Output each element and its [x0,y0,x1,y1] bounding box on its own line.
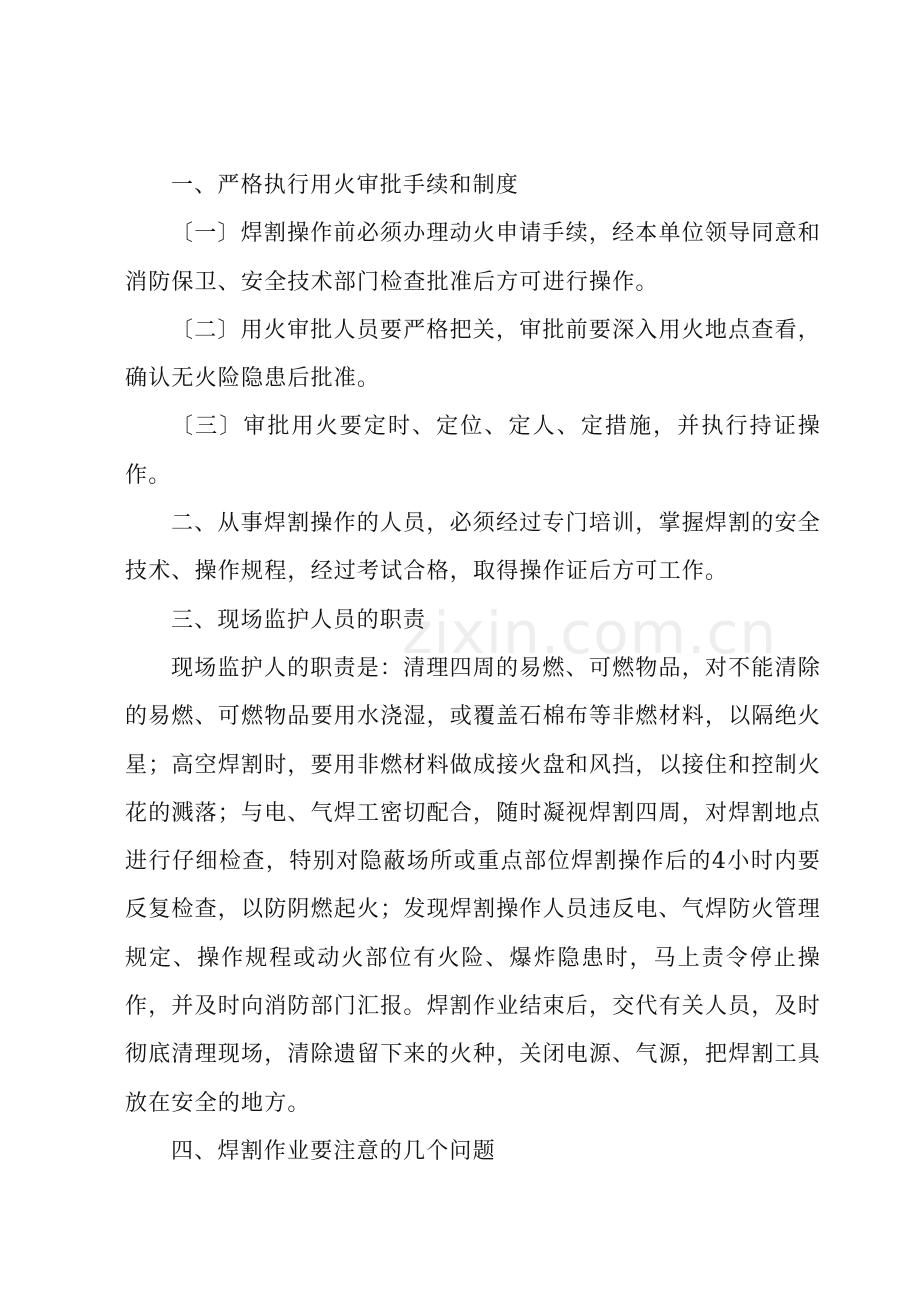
paragraph-item-1: 〔一〕焊割操作前必须办理动火申请手续，经本单位领导同意和消防保卫、安全技术部门检查批准后方可进行操作。 [125,221,821,295]
paragraph-item-3: 〔三〕审批用火要定时、定位、定人、定措施，并执行持证操作。 [125,414,821,488]
paragraph-item-2: 〔二〕用火审批人员要严格把关，审批前要深入用火地点查看，确认无火险隐患后批准。 [125,317,821,392]
paragraph-duties: 现场监护人的职责是：清理四周的易燃、可燃物品，对不能清除的易燃、可燃物品要用水浇湿，或覆盖石棉布等非燃材料，以隔绝火星；高空焊割时，要用非燃材料做成接火盘和风挡，以接住和控制火花的溅落；与电、气焊工密切配合，随时凝视焊割四周，对焊割地点进行仔细检查，特别对隐蔽场所或重点部位焊割操作后的4小时内要反复检查，以防阴燃起火；发现焊割操作人员违反电、气焊防火管理规定、操作规程或动火部位有火险、爆炸隐患时，马上责令停止操作，并及时向消防部门汇报。焊割作业结束后，交代有关人员，及时彻底清理现场，清除遗留下来的火种，关闭电源、气源，把焊割工具放在安全的地方。 [125,655,822,1116]
section-heading-3: 三、现场监护人员的职责 [171,607,427,633]
document-body [125,162,821,1176]
watermark-text: zixin.com.cn [402,599,778,667]
section-heading-4: 四、焊割作业要注意的几个问题 [171,1138,496,1164]
section-heading-2: 二、从事焊割操作的人员，必须经过专门培训，掌握焊割的安全技术、操作规程，经过考试合格，取得操作证后方可工作。 [125,511,821,585]
section-heading-1: 一、严格执行用火审批手续和制度 [171,173,520,198]
